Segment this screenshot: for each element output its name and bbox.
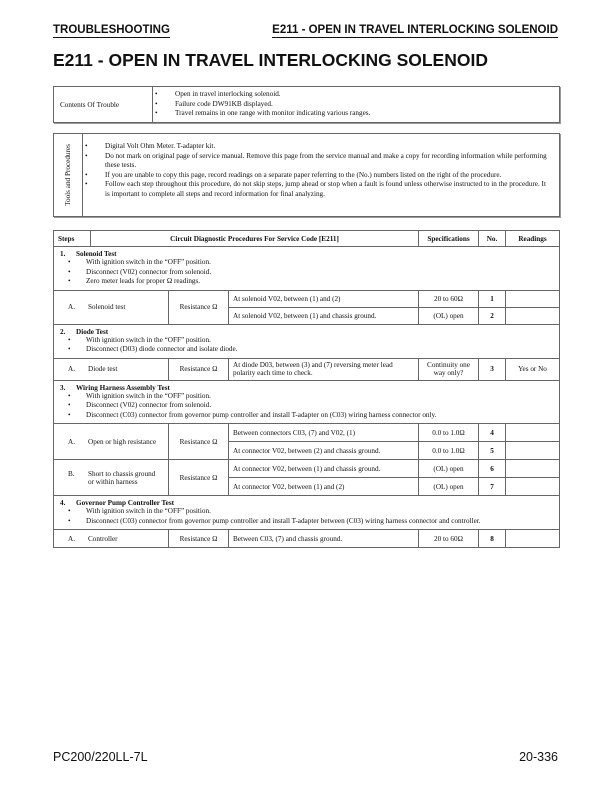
specification: (OL) open — [419, 307, 479, 324]
test-name-cell — [54, 530, 169, 548]
col-readings: Readings — [506, 231, 560, 247]
list-item: • Disconnect (V02) connector from solenoid. — [60, 268, 553, 278]
section-title: Governor Pump Controller Test — [76, 499, 175, 507]
reading-number: 7 — [479, 478, 506, 496]
list-item: • Follow each step throughout this procedure, do not skip steps, jump ahead or stop when a fault is found unless otherwise instructed to in the procedure. It is important to complete all steps and record information for final analyzing. — [83, 180, 551, 199]
reading-number: 5 — [479, 442, 506, 460]
procedure-description: At connector V02, between (2) and chassis ground. — [229, 442, 419, 460]
col-specifications: Specifications — [419, 231, 479, 247]
reading-field[interactable] — [506, 290, 560, 307]
contents-list — [153, 87, 370, 122]
reading-number: 8 — [479, 530, 506, 548]
reading-number: 6 — [479, 460, 506, 478]
reading-field[interactable] — [506, 424, 560, 442]
tools-list — [83, 134, 551, 216]
section-cell — [54, 247, 560, 291]
section-header-row — [54, 247, 560, 291]
reading-field[interactable] — [506, 442, 560, 460]
test-letter: A. — [68, 365, 75, 373]
tools-procedures-box — [53, 133, 560, 217]
procedure-description: At diode D03, between (3) and (7) reversing meter lead polarity each time to check. — [229, 358, 419, 380]
footer-page-number: 20-336 — [519, 750, 558, 764]
procedure-description: At solenoid V02, between (1) and chassis ground. — [229, 307, 419, 324]
list-item: • Failure code DW91KB displayed. — [153, 100, 370, 110]
section-cell — [54, 496, 560, 530]
specification: 0.0 to 1.0Ω — [419, 424, 479, 442]
page-title: E211 - OPEN IN TRAVEL INTERLOCKING SOLENOID — [53, 50, 488, 70]
list-item: • With ignition switch in the “OFF” position. — [60, 336, 553, 346]
section-title: Solenoid Test — [76, 250, 117, 258]
procedure-description: Between connectors C03, (7) and V02, (1) — [229, 424, 419, 442]
col-procedures: Circuit Diagnostic Procedures For Service Code [E211] — [91, 231, 419, 247]
contents-of-trouble-box — [53, 86, 560, 123]
list-item: • If you are unable to copy this page, record readings on a separate paper referring to the (No.) numbers listed on the right of the procedure. — [83, 171, 551, 181]
procedure-description: At solenoid V02, between (1) and (2) — [229, 290, 419, 307]
reading-field[interactable] — [506, 307, 560, 324]
table-row — [54, 424, 560, 442]
test-name-cell — [54, 424, 169, 460]
test-type: Resistance Ω — [169, 424, 229, 460]
test-name: Solenoid test — [88, 303, 126, 311]
specification: 20 to 60Ω — [419, 290, 479, 307]
section-instructions — [60, 336, 553, 355]
section-instructions — [60, 392, 553, 421]
header-section: TROUBLESHOOTING — [53, 24, 170, 36]
section-header-row — [54, 380, 560, 424]
section-instructions — [60, 507, 553, 526]
section-title: Diode Test — [76, 327, 109, 336]
list-item: • Digital Volt Ohm Meter. T-adapter kit. — [83, 142, 551, 152]
table-row — [54, 460, 560, 478]
section-instructions — [60, 258, 553, 287]
section-header-row — [54, 496, 560, 530]
test-letter: A. — [68, 437, 75, 446]
list-item: • Disconnect (C03) connector from governor pump controller and install T-adapter on (C03) wiring harness connector only. — [60, 411, 553, 421]
test-type: Resistance Ω — [169, 290, 229, 324]
reading-number: 3 — [479, 358, 506, 380]
section-cell — [54, 380, 560, 424]
list-item: • Open in travel interlocking solenoid. — [153, 90, 370, 100]
test-type: Resistance Ω — [169, 530, 229, 548]
specification: (OL) open — [419, 478, 479, 496]
list-item: • Disconnect (D03) diode connector and isolate diode. — [60, 345, 553, 355]
test-name: Open or high resistance — [88, 437, 157, 446]
reading-number: 1 — [479, 290, 506, 307]
test-name-cell — [54, 358, 169, 380]
reading-field[interactable]: Yes or No — [506, 358, 560, 380]
list-item: • With ignition switch in the “OFF” position. — [60, 392, 553, 402]
section-title: Wiring Harness Assembly Test — [76, 383, 170, 392]
list-item: • Do not mark on original page of service manual. Remove this page from the service manual and make a copy for recording information while performing these tests. — [83, 152, 551, 171]
section-number: 1. — [60, 250, 66, 258]
list-item: • Disconnect (C03) connector from governor pump controller and install T-adapter between (C03) wiring harness connector and controller. — [60, 517, 553, 527]
test-name: Short to chassis ground or within harness — [88, 469, 156, 486]
specification: 0.0 to 1.0Ω — [419, 442, 479, 460]
test-letter: A. — [68, 303, 75, 311]
section-cell — [54, 324, 560, 358]
section-number: 4. — [60, 499, 66, 507]
section-header-row — [54, 324, 560, 358]
list-item: • Travel remains in one range with monitor indicating various ranges. — [153, 109, 370, 119]
test-name: Diode test — [88, 365, 118, 373]
reading-field[interactable] — [506, 530, 560, 548]
section-number: 3. — [60, 383, 66, 392]
table-row — [54, 530, 560, 548]
contents-label: Contents Of Trouble — [54, 87, 153, 122]
test-type: Resistance Ω — [169, 460, 229, 496]
reading-field[interactable] — [506, 460, 560, 478]
procedure-description: Between C03, (7) and chassis ground. — [229, 530, 419, 548]
test-name-cell — [54, 290, 169, 324]
col-no: No. — [479, 231, 506, 247]
tools-label: Tools and Procedures — [64, 144, 72, 206]
table-row — [54, 290, 560, 307]
table-row — [54, 358, 560, 380]
test-letter: B. — [68, 469, 75, 478]
specification: (OL) open — [419, 460, 479, 478]
col-steps: Steps — [54, 231, 91, 247]
procedure-description: At connector V02, between (1) and chassis ground. — [229, 460, 419, 478]
footer-model: PC200/220LL-7L — [53, 750, 148, 764]
list-item: • With ignition switch in the “OFF” position. — [60, 258, 553, 268]
reading-number: 2 — [479, 307, 506, 324]
diagnostic-table — [53, 230, 560, 548]
test-type: Resistance Ω — [169, 358, 229, 380]
specification: Continuity one way only? — [419, 358, 479, 380]
list-item: • Zero meter leads for proper Ω readings. — [60, 277, 553, 287]
specification: 20 to 60Ω — [419, 530, 479, 548]
reading-field[interactable] — [506, 478, 560, 496]
test-letter: A. — [68, 534, 75, 543]
test-name: Controller — [88, 534, 118, 543]
header-topic: E211 - OPEN IN TRAVEL INTERLOCKING SOLENOID — [272, 24, 558, 36]
procedure-description: At connector V02, between (1) and (2) — [229, 478, 419, 496]
section-number: 2. — [60, 327, 66, 336]
test-name-cell — [54, 460, 169, 496]
list-item: • Disconnect (V02) connector from solenoid. — [60, 401, 553, 411]
list-item: • With ignition switch in the “OFF” position. — [60, 507, 553, 517]
reading-number: 4 — [479, 424, 506, 442]
